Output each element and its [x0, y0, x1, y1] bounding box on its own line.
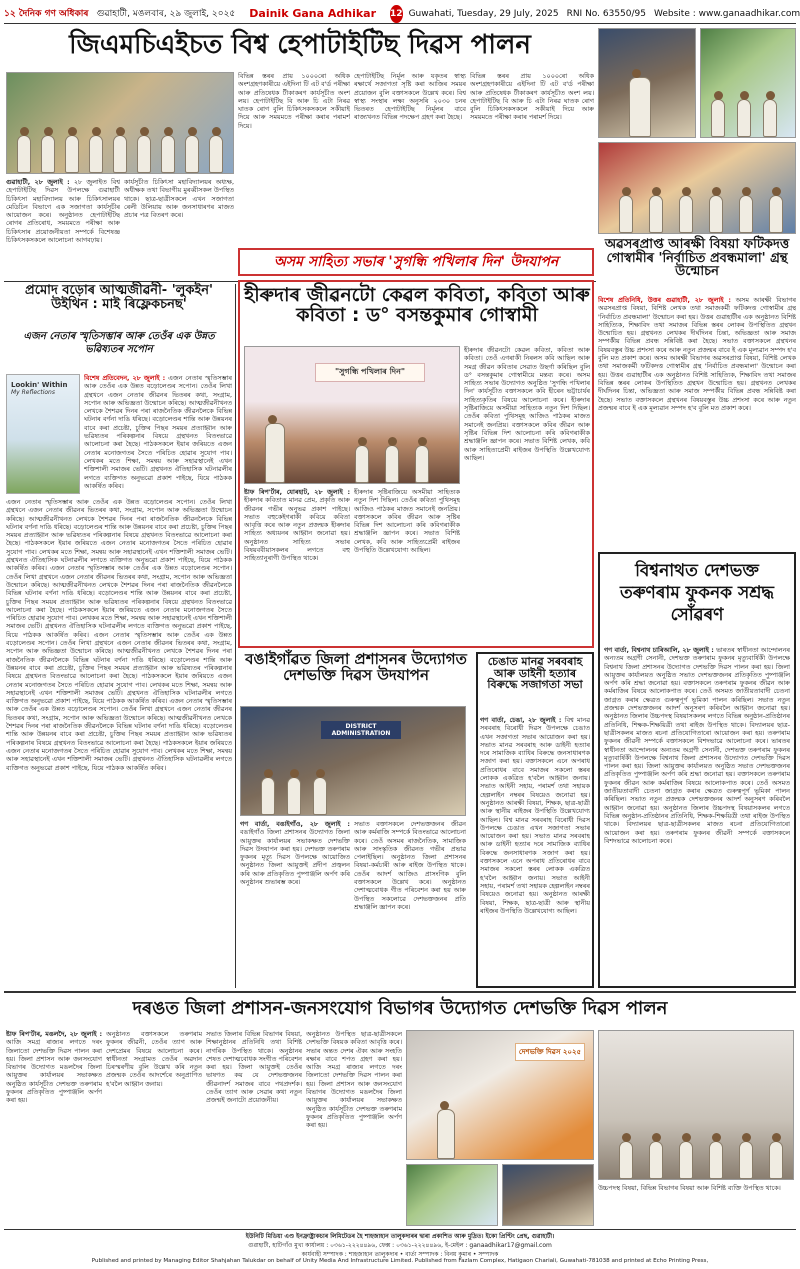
story8-body-b: অনুষ্ঠানত বক্তাসকলে তৰুণৰাম ফুকনৰ জীৱনী, তেওঁৰ ত্যাগ আৰু দেশপ্ৰেমৰ বিষয়ে আলোচনা কৰে। স্বাধীনতা সংগ্ৰামত তেওঁৰ অৱদান চিৰস্মৰণীয় বুলি উল্লেখ কৰি নতুন প্ৰজন্মক তেওঁৰ আদৰ্শেৰে অনুপ্ৰাণিত হ'বলৈ আহ্বান জনায়।	[106, 1030, 202, 1088]
story1-body-c2: বিভিন্ন স্তৰৰ প্ৰায় ১০০০ৰো অধিক অংশগ্ৰহণকাৰীয়ে এইদিনা টি এট ব'ৰ্ড পৰীক্ষা আৰু প্ৰতিষেধক টীকাকৰণ কাৰ্যসূচীত অংশ লয়। হেপাটাইটিছ বি আৰু চি এটা নিৰৱ ঘাতক ৰোগ বুলি চিকিৎসকসকলে সকীয়াই দিয়ে আৰু সময়মতে পৰীক্ষা কৰাৰ পৰামৰ্শ দিয়ে।	[470, 72, 594, 122]
story1-body-d: কাৰ্যসূচীত চিকিৎসা মহাবিদ্যালয়ৰ অধ্যক্ষ, অধীক্ষক তথা বিভাগীয় মুৰব্বীসকল উপস্থিত থাকে। ছাত্ৰ-ছাত্ৰীসকলে এখন সজাগতা ৰেলী উলিয়ায় আৰু জনসাধাৰণৰ মাজত প্ৰচাৰ পত্ৰ বিতৰণ কৰে।	[124, 178, 234, 220]
footer-line1: ইউনিটি মিডিয়া এণ্ড ইনফ্ৰাষ্ট্ৰাকচাৰ লিমিটেডৰ হৈ শাহজাহান তালুকদাৰৰ দ্বাৰা প্ৰকাশিত আৰু মুদ্ৰিত। ইকো প্ৰিণ্টিং প্ৰেছ, গুৱাহাটী।	[245, 1233, 555, 1240]
story6-body-c: তেওঁৰ আদৰ্শ আজিও প্ৰাসংগিক বুলি বক্তাসকলে উল্লেখ কৰে। অনুষ্ঠানত দেশাত্মবোধক গীত পৰিবেশন কৰা হয় আৰু উপস্থিত সকলোৱে দেশভক্তজনৰ প্ৰতি শ্ৰদ্ধাঞ্জলি জ্ঞাপন কৰে।	[354, 869, 466, 911]
date-english: Guwahati, Tuesday, 29 July, 2025	[408, 8, 559, 19]
story8-photo-small1	[406, 1164, 498, 1226]
story8-photo-banner: দেশভক্তি দিৱস ২০২৫	[515, 1043, 585, 1061]
website: Website : www.ganaadhikar.com	[653, 8, 800, 19]
story2-body: অসম আৰক্ষী বিভাগৰ অৱসৰপ্ৰাপ্ত বিষয়া, বিশিষ্ট লেখক তথা সমাজকৰ্মী ফটিকদত্ত গোস্বামীৰ গ্ৰন্থ 'নিৰ্বাচিত প্ৰবন্ধমালা' উন্মোচন কৰা হয়। উত্তৰ গুৱাহাটীৰ এক অনুষ্ঠানত বিশিষ্ট সাহিত্যিক, শিক্ষাবিদ তথা সমাজৰ বিভিন্ন স্তৰৰ লোকৰ উপস্থিতিত গ্ৰন্থখন উন্মোচিত হয়। গ্ৰন্থখনত লেখকৰ দীৰ্ঘদিনৰ চিন্তা, অভিজ্ঞতা আৰু সমাজ সম্পৰ্কীয় বিভিন্ন প্ৰবন্ধ সন্নিবিষ্ট কৰা হৈছে। সভাত বক্তাসকলে গ্ৰন্থখনৰ বিষয়বস্তুৰ উচ্চ প্ৰশংসা কৰে আৰু নতুন প্ৰজন্মৰ বাবে ই এক মূল্যৱান সম্পদ হ'ব বুলি মত প্ৰকাশ কৰে।	[598, 296, 796, 363]
story3-headline: প্ৰমোদ বড়োৰ আত্মজীৱনী- 'লুকইন' উইথিন : মাই ৰিফ্লেকচনছ'	[25, 283, 213, 312]
story8-photo-caption: উচ্চপদস্থ বিষয়া, বিভিন্ন বিভাগৰ বিষয়া আৰু বিশিষ্ট ব্যক্তি উপস্থিত থাকে।	[598, 1184, 781, 1192]
story6-text-a	[240, 820, 350, 988]
story8-body-a: আজি সমগ্ৰ ৰাজ্যৰ লগতে দৰং জিলাতো দেশভক্তি দিৱস পালন কৰা হয়। জিলা প্ৰশাসন আৰু জনসংযোগ বিভাগৰ উদ্যোগত মঙলদৈৰ জিলা আয়ুক্তৰ কাৰ্যালয়ৰ সভাকক্ষত অনুষ্ঠিত কাৰ্যসূচীত দেশভক্ত তৰুণৰাম ফুকনৰ প্ৰতিকৃতিত পুষ্পাঞ্জলি অৰ্পণ কৰা হয়।	[6, 1038, 102, 1105]
story1-dateline: গুৱাহাটী, ২৮ জুলাই :	[6, 178, 70, 186]
story2-photo-right	[700, 28, 796, 138]
story2-dateline: বিশেষ প্ৰতিনিধি, উত্তৰ গুৱাহাটী, ২৮ জুলাই :	[598, 296, 731, 304]
story1-photo	[6, 72, 234, 174]
story5-body: ভাৰতৰ স্বাধীনতা আন্দোলনৰ অন্যতম অগ্ৰণী সেনানী, দেশভক্ত তৰুণৰাম ফুকনৰ মৃত্যুবাৰ্ষিকী উপলক্ষে বিশ্বনাথ জিলা প্ৰশাসনৰ উদ্যোগত দেশভক্তি দিৱস পালন কৰা হয়। জিলা আয়ুক্তৰ কাৰ্যালয়ত অনুষ্ঠিত সভাত দেশভক্তজনৰ প্ৰতিকৃতিত পুষ্পাঞ্জলি অৰ্পণ কৰি শ্ৰদ্ধা জনোৱা হয়। বক্তাসকলে তৰুণৰাম ফুকনৰ জীৱন আৰু কৰ্মৰাজিৰ বিষয়ে আলোকপাত কৰে। তেওঁ অসমত জাতীয়তাবাদী চেতনা জাগ্ৰত কৰাৰ ক্ষেত্ৰত গুৰুত্বপূৰ্ণ ভূমিকা পালন কৰিছিল। সভাত নতুন প্ৰজন্মক দেশভক্তজনৰ আদৰ্শ অনুসৰণ কৰিবলৈ আহ্বান জনোৱা হয়। অনুষ্ঠানত জিলাৰ উচ্চপদস্থ বিষয়াসকলৰ লগতে বিভিন্ন অনুষ্ঠান-প্ৰতিষ্ঠানৰ প্ৰতিনিধি, শিক্ষক-শিক্ষয়িত্ৰী তথা ৰাইজ উপস্থিত থাকে। বিদ্যালয়ৰ ছাত্ৰ-ছাত্ৰীসকলৰ মাজত ৰচনা প্ৰতিযোগিতাৰো আয়োজন কৰা হয়। তৰুণৰাম ফুকনৰ জীৱনী সম্পৰ্কে বক্তাসকলে বিশদভাৱে আলোচনা কৰে।	[604, 646, 790, 746]
story8-body-a2: আজি সমগ্ৰ ৰাজ্যৰ লগতে দৰং জিলাতো দেশভক্তি দিৱস পালন কৰা হয়। জিলা প্ৰশাসন আৰু জনসংযোগ বিভাগৰ উদ্যোগত মঙলদৈৰ জিলা আয়ুক্তৰ কাৰ্যালয়ৰ সভাকক্ষত অনুষ্ঠিত কাৰ্যসূচীত দেশভক্ত তৰুণৰাম ফুকনৰ প্ৰতিকৃতিত পুষ্পাঞ্জলি অৰ্পণ কৰা হয়।	[306, 1063, 402, 1130]
footer-line3: কাৰ্যবাহী সম্পাদক : শাহজাহান তালুকদাৰ • বাৰ্তা সম্পাদক : বিনয় কুমাৰ • সম্পাদক	[301, 1251, 499, 1258]
story3-body-2: এজন নেতাৰ স্মৃতিসম্ভাৰ আৰু তেওঁৰ এক উন্নত বড়োলেণ্ডৰ সপোন। তেওঁৰ লিখা গ্ৰন্থখনে এজন নেতাৰ জীৱনৰ ভিতৰৰ কথা, সংগ্ৰাম, সপোন আৰু অভিজ্ঞতা উন্মোচন কৰিছে। আত্মজীৱনীখনত লেখকে শৈশৱৰ দিনৰ পৰা ৰাজনৈতিক জীৱনলৈকে বিভিন্ন ঘটনাৰ বৰ্ণনা দাঙি ধৰিছে। বড়োলেণ্ডৰ শান্তি আৰু উন্নয়নৰ বাবে কৰা প্ৰচেষ্টা, চুক্তিৰ পিছৰ সময়ৰ প্ৰত্যাহ্বান আৰু ভৱিষ্যতৰ পৰিকল্পনাৰ বিষয়ে গ্ৰন্থখনত বিতংভাৱে আলোচনা কৰা হৈছে। পাঠকসকলে ইয়াৰ জৰিয়তে এজন নেতাৰ মনোজগতৰ সৈতে পৰিচিত হোৱাৰ সুযোগ পাব। লেখকৰ মতে শিক্ষা, সমন্বয় আৰু সহাৱস্থানেই এখন শক্তিশালী সমাজৰ ভেটি। গ্ৰন্থখনত ঐতিহাসিক ঘটনাৱলীৰ লগতে ব্যক্তিগত অনুভৱো প্ৰকাশ পাইছে, যিয়ে পাঠকক আকৰ্ষিত কৰিব।	[6, 498, 232, 573]
story4-body-b2: হীৰুদাৰ সৃষ্টিৰাজিয়ে অসমীয়া সাহিত্যক নতুন দিশ দিছিল। তেওঁৰ কবিতা পুথিসমূহ আজিও পাঠকৰ মাজত সমানেই জনপ্ৰিয়। বক্তাসকলে কবিৰ জীৱন আৰু সৃষ্টিৰ বিভিন্ন দিশ আলোচনা কৰি কবিগৰাকীক শ্ৰদ্ধাঞ্জলি জ্ঞাপন কৰে। সভাত বিশিষ্ট লেখক, কবি আৰু সাহিত্যপ্ৰেমী ৰাইজৰ উপস্থিতি উল্লেখযোগ্য আছিল।	[354, 488, 460, 555]
story6-text-b	[354, 820, 466, 988]
story8-col4	[306, 1030, 402, 1226]
story4-body-b: হীৰুদাৰ কবিতাত মানৱ প্ৰেম, প্ৰকৃতি আৰু জীৱনৰ গভীৰ অনুভৱ প্ৰকাশ পাইছে। সভাত বহুকেইগৰাকী কবিয়ে কবিতা আবৃত্তি কৰে আৰু নতুন প্ৰজন্মক হীৰুদাৰ সাহিত্য অধ্যয়নৰ আহ্বান জনোৱা হয়। অনুষ্ঠানত সাহিত্য সভাৰ বিষয়ববীয়াসকলৰ লগতে বহু সাহিত্যানুৰাগী উপস্থিত থাকে।	[244, 496, 350, 563]
book-title: Lookin' Within	[11, 381, 68, 389]
story6-dateline: গণ বাৰ্তা, বঙাইগাঁও, ২৮ জুলাই :	[240, 820, 350, 828]
story6-headline: বঙাইগাঁৱত জিলা প্ৰশাসনৰ উদ্যোগত দেশভক্তি দিৱস উদযাপন	[245, 650, 467, 684]
story8-headline: দৰঙত জিলা প্ৰশাসন-জনসংযোগ বিভাগৰ উদ্যোগত দেশভক্তি দিৱস পালন	[132, 998, 668, 1019]
story2-photo-left	[598, 28, 696, 138]
story8-dateline: ষ্টাফ ৰিপ'ৰ্টাৰ, মঙলদৈ, ২৮ জুলাই :	[6, 1030, 102, 1038]
story4-body-a: হীৰুদাৰ জীৱনটো কেৱল কবিতা, কবিতা আৰু কবিতা। তেওঁ এগৰাকী নিৰলস কবি আছিল আৰু সমগ্ৰ জীৱন কবিতাৰ সেৱাত উছৰ্গা কৰিছিল বুলি ড° বসন্তকুমাৰ গোস্বামীয়ে মন্তব্য কৰে। অসম সাহিত্য সভাৰ উদ্যোগত অনুষ্ঠিত 'সুগন্ধি পখিলাৰ দিন' কাৰ্যসূচীত বক্তাসকলে কবি হীৰেন ভট্টাচাৰ্যৰ সাহিত্যকৃতিৰ বিষয়ে আলোচনা কৰে।	[464, 346, 590, 404]
story1-body-b: বিভিন্ন স্তৰৰ প্ৰায় ১০০০ৰো অধিক অংশগ্ৰহণকাৰীয়ে এইদিনা টি এট ব'ৰ্ড পৰীক্ষা আৰু প্ৰতিষেধক টীকাকৰণ কাৰ্যসূচীত অংশ লয়। হেপাটাইটিছ বি আৰু চি এটা নিৰৱ ঘাতক ৰোগ বুলি চিকিৎসকসকলে সকীয়াই দিয়ে আৰু সময়মতে পৰীক্ষা কৰাৰ পৰামৰ্শ দিয়ে।	[238, 72, 350, 130]
story7-body: বিশ্ব মানৱ সৰবৰাহ বিৰোধী দিৱস উপলক্ষে চেঙাত এখন সজাগতা সভাৰ আয়োজন কৰা হয়। সভাত মানৱ সৰবৰাহ আৰু ডাইনী হত্যাৰ দৰে সামাজিক ব্যাধিৰ বিৰুদ্ধে জনসাধাৰণক সজাগ কৰা হয়। বক্তাসকলে এনে অপৰাধ প্ৰতিৰোধৰ বাবে সমাজৰ সকলো স্তৰৰ লোকক একত্ৰিত হ'বলৈ আহ্বান জনায়। সভাত আইনী সহায়, পৰামৰ্শ তথা সহায়ক হেল্পলাইন নম্বৰৰ বিষয়েও জনোৱা হয়। অনুষ্ঠানত আৰক্ষী বিষয়া, শিক্ষক, ছাত্ৰ-ছাত্ৰী আৰু স্থানীয় ৰাইজৰ উপস্থিতি উল্লেখযোগ্য আছিল।	[480, 716, 590, 824]
story4-text-b	[244, 488, 350, 642]
story8-photo-right	[598, 1030, 794, 1180]
story6-photo-sign: DISTRICT ADMINISTRATION	[321, 721, 401, 739]
story2-headline: অৱসৰপ্ৰাপ্ত আৰক্ষী বিষয়া ফটিকদত্ত গোস্বামীৰ 'নিৰ্বাচিত প্ৰবন্ধমালা' গ্ৰন্থ উন্মোচন	[604, 237, 790, 280]
story5-body-2: ভাৰতৰ স্বাধীনতা আন্দোলনৰ অন্যতম অগ্ৰণী সেনানী, দেশভক্ত তৰুণৰাম ফুকনৰ মৃত্যুবাৰ্ষিকী উপলক্ষে বিশ্বনাথ জিলা প্ৰশাসনৰ উদ্যোগত দেশভক্তি দিৱস পালন কৰা হয়। জিলা আয়ুক্তৰ কাৰ্যালয়ত অনুষ্ঠিত সভাত দেশভক্তজনৰ প্ৰতিকৃতিত পুষ্পাঞ্জলি অৰ্পণ কৰি শ্ৰদ্ধা জনোৱা হয়। বক্তাসকলে তৰুণৰাম ফুকনৰ জীৱন আৰু কৰ্মৰাজিৰ বিষয়ে আলোকপাত কৰে। তেওঁ অসমত জাতীয়তাবাদী চেতনা জাগ্ৰত কৰাৰ ক্ষেত্ৰত গুৰুত্বপূৰ্ণ ভূমিকা পালন কৰিছিল। সভাত নতুন প্ৰজন্মক দেশভক্তজনৰ আদৰ্শ অনুসৰণ কৰিবলৈ আহ্বান জনোৱা হয়। অনুষ্ঠানত জিলাৰ উচ্চপদস্থ বিষয়াসকলৰ লগতে বিভিন্ন অনুষ্ঠান-প্ৰতিষ্ঠানৰ প্ৰতিনিধি, শিক্ষক-শিক্ষয়িত্ৰী তথা ৰাইজ উপস্থিত থাকে। বিদ্যালয়ৰ ছাত্ৰ-ছাত্ৰীসকলৰ মাজত ৰচনা প্ৰতিযোগিতাৰো আয়োজন কৰা হয়। তৰুণৰাম ফুকনৰ জীৱনী সম্পৰ্কে বক্তাসকলে বিশদভাৱে আলোচনা কৰে।	[604, 737, 790, 845]
brand-name: Dainik Gana Adhikar	[249, 7, 377, 20]
story4-text-a	[464, 346, 590, 642]
story7-body-2: বিশ্ব মানৱ সৰবৰাহ বিৰোধী দিৱস উপলক্ষে চেঙাত এখন সজাগতা সভাৰ আয়োজন কৰা হয়। সভাত মানৱ সৰবৰাহ আৰু ডাইনী হত্যাৰ দৰে সামাজিক ব্যাধিৰ বিৰুদ্ধে জনসাধাৰণক সজাগ কৰা হয়। বক্তাসকলে এনে অপৰাধ প্ৰতিৰোধৰ বাবে সমাজৰ সকলো স্তৰৰ লোকক একত্ৰিত হ'বলৈ আহ্বান জনায়। সভাত আইনী সহায়, পৰামৰ্শ তথা সহায়ক হেল্পলাইন নম্বৰৰ বিষয়েও জনোৱা হয়। অনুষ্ঠানত আৰক্ষী বিষয়া, শিক্ষক, ছাত্ৰ-ছাত্ৰী আৰু স্থানীয় ৰাইজৰ উপস্থিতি উল্লেখযোগ্য আছিল।	[480, 815, 590, 915]
story7-headline: চেঙাত মানৱ সৰবৰাহ আৰু ডাইনী হত্যাৰ বিৰুদ্ধে সজাগতা সভা	[487, 655, 583, 692]
sahitya-sabha-banner: অসম সাহিত্য সভাৰ 'সুগন্ধি পখিলাৰ দিন' উদযাপন	[238, 248, 594, 276]
story4-headline: হীৰুদাৰ জীৱনটো কেৱল কবিতা, কবিতা আৰু কবিতা : ড° বসন্তকুমাৰ গোস্বামী	[244, 284, 590, 326]
footer-line2: গুৱাহাটী, হাটিগাঁও মুখ্য কাৰ্যালয় : ০৩৬১-২২২৪৪৯৬, ফেক্স : ০৩৬১-২২২৪৪৯৬, ই-মেইল : ganaadhikar17@gmail.com	[248, 1242, 552, 1249]
story3-body: এজন নেতাৰ স্মৃতিসম্ভাৰ আৰু তেওঁৰ এক উন্নত বড়োলেণ্ডৰ সপোন। তেওঁৰ লিখা গ্ৰন্থখনে এজন নেতাৰ জীৱনৰ ভিতৰৰ কথা, সংগ্ৰাম, সপোন আৰু অভিজ্ঞতা উন্মোচন কৰিছে। আত্মজীৱনীখনত লেখকে শৈশৱৰ দিনৰ পৰা ৰাজনৈতিক জীৱনলৈকে বিভিন্ন ঘটনাৰ বৰ্ণনা দাঙি ধৰিছে। বড়োলেণ্ডৰ শান্তি আৰু উন্নয়নৰ বাবে কৰা প্ৰচেষ্টা, চুক্তিৰ পিছৰ সময়ৰ প্ৰত্যাহ্বান আৰু ভৱিষ্যতৰ পৰিকল্পনাৰ বিষয়ে গ্ৰন্থখনত বিতংভাৱে আলোচনা কৰা হৈছে। পাঠকসকলে ইয়াৰ জৰিয়তে এজন নেতাৰ মনোজগতৰ সৈতে পৰিচিত হোৱাৰ সুযোগ পাব। লেখকৰ মতে শিক্ষা, সমন্বয় আৰু সহাৱস্থানেই এখন শক্তিশালী সমাজৰ ভেটি। গ্ৰন্থখনত ঐতিহাসিক ঘটনাৱলীৰ লগতে ব্যক্তিগত অনুভৱো প্ৰকাশ পাইছে, যিয়ে পাঠকক আকৰ্ষিত কৰিব।	[84, 374, 232, 490]
story1-text-d	[124, 178, 234, 278]
story6-body-a: বঙাইগাঁও জিলা প্ৰশাসনৰ উদ্যোগত জিলা আয়ুক্তৰ কাৰ্যালয়ৰ সভাকক্ষত দেশভক্তি দিৱস উদযাপন কৰা হয়। দেশভক্ত তৰুণৰাম ফুকনৰ মৃত্যু দিৱস উপলক্ষে আয়োজিত অনুষ্ঠানত জিলা আয়ুক্তই প্ৰদীপ প্ৰজ্বলন কৰি আৰু প্ৰতিকৃতিত পুষ্পাঞ্জলি অৰ্পণ কৰি অনুষ্ঠানৰ শুভাৰম্ভ কৰে।	[240, 828, 350, 887]
story1-text-a	[6, 178, 120, 278]
story8-col1	[6, 1030, 102, 1226]
story3-body-3: এজন নেতাৰ স্মৃতিসম্ভাৰ আৰু তেওঁৰ এক উন্নত বড়োলেণ্ডৰ সপোন। তেওঁৰ লিখা গ্ৰন্থখনে এজন নেতাৰ জীৱনৰ ভিতৰৰ কথা, সংগ্ৰাম, সপোন আৰু অভিজ্ঞতা উন্মোচন কৰিছে। আত্মজীৱনীখনত লেখকে শৈশৱৰ দিনৰ পৰা ৰাজনৈতিক জীৱনলৈকে বিভিন্ন ঘটনাৰ বৰ্ণনা দাঙি ধৰিছে। বড়োলেণ্ডৰ শান্তি আৰু উন্নয়নৰ বাবে কৰা প্ৰচেষ্টা, চুক্তিৰ পিছৰ সময়ৰ প্ৰত্যাহ্বান আৰু ভৱিষ্যতৰ পৰিকল্পনাৰ বিষয়ে গ্ৰন্থখনত বিতংভাৱে আলোচনা কৰা হৈছে। পাঠকসকলে ইয়াৰ জৰিয়তে এজন নেতাৰ মনোজগতৰ সৈতে পৰিচিত হোৱাৰ সুযোগ পাব। লেখকৰ মতে শিক্ষা, সমন্বয় আৰু সহাৱস্থানেই এখন শক্তিশালী সমাজৰ ভেটি। গ্ৰন্থখনত ঐতিহাসিক ঘটনাৱলীৰ লগতে ব্যক্তিগত অনুভৱো প্ৰকাশ পাইছে, যিয়ে পাঠকক আকৰ্ষিত কৰিব।	[6, 564, 232, 639]
story3-subhead: এজন নেতাৰ স্মৃতিসম্ভাৰ আৰু তেওঁৰ এক উন্নত ভৱিষ্যতৰ সপোন	[23, 331, 215, 355]
page-number-badge: 12	[390, 5, 403, 23]
story3-dateline: বিশেষ প্ৰতিবেদন, ২৮ জুলাই :	[84, 374, 166, 382]
story7-dateline: গণ বাৰ্তা, চেঙা, ২৮ জুলাই :	[480, 716, 562, 724]
story2-photo-bottom	[598, 142, 796, 234]
story3-body-4: এজন নেতাৰ স্মৃতিসম্ভাৰ আৰু তেওঁৰ এক উন্নত বড়োলেণ্ডৰ সপোন। তেওঁৰ লিখা গ্ৰন্থখনে এজন নেতাৰ জীৱনৰ ভিতৰৰ কথা, সংগ্ৰাম, সপোন আৰু অভিজ্ঞতা উন্মোচন কৰিছে। আত্মজীৱনীখনত লেখকে শৈশৱৰ দিনৰ পৰা ৰাজনৈতিক জীৱনলৈকে বিভিন্ন ঘটনাৰ বৰ্ণনা দাঙি ধৰিছে। বড়োলেণ্ডৰ শান্তি আৰু উন্নয়নৰ বাবে কৰা প্ৰচেষ্টা, চুক্তিৰ পিছৰ সময়ৰ প্ৰত্যাহ্বান আৰু ভৱিষ্যতৰ পৰিকল্পনাৰ বিষয়ে গ্ৰন্থখনত বিতংভাৱে আলোচনা কৰা হৈছে। পাঠকসকলে ইয়াৰ জৰিয়তে এজন নেতাৰ মনোজগতৰ সৈতে পৰিচিত হোৱাৰ সুযোগ পাব। লেখকৰ মতে শিক্ষা, সমন্বয় আৰু সহাৱস্থানেই এখন শক্তিশালী সমাজৰ ভেটি। গ্ৰন্থখনত ঐতিহাসিক ঘটনাৱলীৰ লগতে ব্যক্তিগত অনুভৱো প্ৰকাশ পাইছে, যিয়ে পাঠকক আকৰ্ষিত কৰিব।	[6, 630, 232, 706]
date-assamese: গুৱাহাটী, মঙলবাৰ, ২৯ জুলাই, ২০২৫	[96, 9, 236, 19]
book-cover	[6, 374, 80, 494]
story3-body-5: এজন নেতাৰ স্মৃতিসম্ভাৰ আৰু তেওঁৰ এক উন্নত বড়োলেণ্ডৰ সপোন। তেওঁৰ লিখা গ্ৰন্থখনে এজন নেতাৰ জীৱনৰ ভিতৰৰ কথা, সংগ্ৰাম, সপোন আৰু অভিজ্ঞতা উন্মোচন কৰিছে। আত্মজীৱনীখনত লেখকে শৈশৱৰ দিনৰ পৰা ৰাজনৈতিক জীৱনলৈকে বিভিন্ন ঘটনাৰ বৰ্ণনা দাঙি ধৰিছে। বড়োলেণ্ডৰ শান্তি আৰু উন্নয়নৰ বাবে কৰা প্ৰচেষ্টা, চুক্তিৰ পিছৰ সময়ৰ প্ৰত্যাহ্বান আৰু ভৱিষ্যতৰ পৰিকল্পনাৰ বিষয়ে গ্ৰন্থখনত বিতংভাৱে আলোচনা কৰা হৈছে। পাঠকসকলে ইয়াৰ জৰিয়তে এজন নেতাৰ মনোজগতৰ সৈতে পৰিচিত হোৱাৰ সুযোগ পাব। লেখকৰ মতে শিক্ষা, সমন্বয় আৰু সহাৱস্থানেই এখন শক্তিশালী সমাজৰ ভেটি। গ্ৰন্থখনত ঐতিহাসিক ঘটনাৱলীৰ লগতে ব্যক্তিগত অনুভৱো প্ৰকাশ পাইছে, যিয়ে পাঠকক আকৰ্ষিত কৰিব।	[6, 697, 232, 772]
story8-body-e: অনুষ্ঠানত উপস্থিত ছাত্ৰ-ছাত্ৰীসকলে দেশভক্তি বিষয়ক কবিতা আবৃত্তি কৰে। সভাৰ অন্তত দেশৰ ঐক্য আৰু সংহতি ৰক্ষাৰ বাবে শপত গ্ৰহণ কৰা হয়।	[306, 1030, 402, 1063]
footer-line4: Published and printed by Managing Editor Shahjahan Talukdar on behalf of Unity Media And Infrastructure Limited. Published from Fazlam Complex, Hatigaon Chariali, Guwahati-781038 and printed at Echo Printing Press,	[91, 1258, 709, 1264]
story1-body-c: হেপাটাইটিছ নিৰ্মূল আৰু যকৃতৰ স্বাস্থ্য ৰক্ষাৰ্থে সজাগতা সৃষ্টি কৰা আজিৰ সময়ৰ প্ৰয়োজন বুলি বক্তাসকলে উল্লেখ কৰে। বিশ্ব স্বাস্থ্য সংস্থাৰ লক্ষ্য অনুসৰি ২০৩০ চনৰ ভিতৰত হেপাটাইটিছ নিৰ্মূলৰ বাবে ৰাজ্যখনত বিভিন্ন পদক্ষেপ গ্ৰহণ কৰা হৈছে।	[354, 72, 466, 122]
story4-dateline: ষ্টাফ ৰিপ'ৰ্টাৰ, যোৰহাট, ২৮ জুলাই :	[244, 488, 350, 496]
story8-photo-top	[406, 1030, 594, 1160]
story8-col2	[106, 1030, 202, 1226]
story8-body-d: জিলা আয়ুক্তই তেওঁৰ ভাষণত কয় যে দেশভক্তজনৰ জীৱনাদৰ্শ সমাজৰ বাবে পথপ্ৰদৰ্শক। তেওঁৰ ত্যাগ আৰু সেৱাৰ কথা নতুন প্ৰজন্মই জনাটো প্ৰয়োজনীয়।	[206, 1063, 302, 1105]
story5-text	[604, 646, 790, 982]
story8-photo-small2	[502, 1164, 594, 1226]
rni-number: RNI No. 63550/95	[566, 8, 646, 19]
book-subtitle: My Reflections	[11, 389, 55, 396]
story6-photo	[240, 706, 466, 816]
story8-body-c: সভাত জিলাৰ বিভিন্ন বিভাগৰ বিষয়া, শিক্ষানুষ্ঠানৰ প্ৰতিনিধি তথা বিশিষ্ট নাগৰিক উপস্থিত থাকে। অনুষ্ঠানৰ শেষত দেশাত্মবোধক সংগীত পৰিবেশন কৰা হয়।	[206, 1030, 302, 1072]
page-label: ১২ দৈনিক গণ অধিকাৰ	[4, 9, 89, 19]
story4-body-c: হীৰুদাৰ সৃষ্টিৰাজিয়ে অসমীয়া সাহিত্যক নতুন দিশ দিছিল। তেওঁৰ কবিতা পুথিসমূহ আজিও পাঠকৰ মাজত সমানেই জনপ্ৰিয়। বক্তাসকলে কবিৰ জীৱন আৰু সৃষ্টিৰ বিভিন্ন দিশ আলোচনা কৰি কবিগৰাকীক শ্ৰদ্ধাঞ্জলি জ্ঞাপন কৰে। সভাত বিশিষ্ট লেখক, কবি আৰু সাহিত্যপ্ৰেমী ৰাইজৰ উপস্থিতি উল্লেখযোগ্য আছিল।	[464, 395, 590, 462]
divider-col	[235, 284, 236, 988]
story1-body-a: ২৮ জুলাইত বিশ্ব হেপাটাইটিছ দিৱস উপলক্ষে গুৱাহাটী চিকিৎসা মহাবিদ্যালয় আৰু চিকিৎসালয়ৰ মেডিচিন বিভাগে এক সজাগতা কাৰ্যসূচীৰ আয়োজন কৰে। অনুষ্ঠানত হেপাটাইটিছ ৰোগৰ প্ৰতিৰোধ, সময়মতে পৰীক্ষা আৰু চিকিৎসাৰ প্ৰয়োজনীয়তা সম্পৰ্কে বিশেষজ্ঞ চিকিৎসকসকলে আলোচনা আগবঢ়ায়।	[6, 178, 120, 245]
story4-text-b2	[354, 488, 460, 642]
divider-footer	[4, 1229, 796, 1230]
masthead	[4, 4, 800, 24]
divider-bottom	[4, 991, 796, 993]
story3-text-cont	[6, 498, 232, 988]
story8-col3	[206, 1030, 302, 1226]
story1-headline: জিএমচিএইচত বিশ্ব হেপাটাইটিছ দিৱস পালন	[69, 30, 531, 60]
story6-body-b: সভাত বক্তাসকলে দেশভক্তজনৰ জীৱন আৰু কৰ্মৰাজি সম্পৰ্কে বিতংভাৱে আলোচনা কৰে। তেওঁ অসমৰ ৰাজনৈতিক, সামাজিক আৰু সাংস্কৃতিক জীৱনত গভীৰ প্ৰভাৱ পেলাইছিল। অনুষ্ঠানত জিলা প্ৰশাসনৰ বিষয়া-কৰ্মচাৰী আৰু ৰাইজ উপস্থিত থাকে।	[354, 820, 466, 870]
story2-text	[598, 296, 796, 548]
story4-photo-banner: "সুগন্ধি পখিলাৰ দিন"	[315, 363, 425, 382]
story4-photo	[244, 346, 460, 484]
story2-body-repeat: অসম আৰক্ষী বিভাগৰ অৱসৰপ্ৰাপ্ত বিষয়া, বিশিষ্ট লেখক তথা সমাজকৰ্মী ফটিকদত্ত গোস্বামীৰ গ্ৰন্থ 'নিৰ্বাচিত প্ৰবন্ধমালা' উন্মোচন কৰা হয়। উত্তৰ গুৱাহাটীৰ এক অনুষ্ঠানত বিশিষ্ট সাহিত্যিক, শিক্ষাবিদ তথা সমাজৰ বিভিন্ন স্তৰৰ লোকৰ উপস্থিতিত গ্ৰন্থখন উন্মোচিত হয়। গ্ৰন্থখনত লেখকৰ দীৰ্ঘদিনৰ চিন্তা, অভিজ্ঞতা আৰু সমাজ সম্পৰ্কীয় বিভিন্ন প্ৰবন্ধ সন্নিবিষ্ট কৰা হৈছে। সভাত বক্তাসকলে গ্ৰন্থখনৰ বিষয়বস্তুৰ উচ্চ প্ৰশংসা কৰে আৰু নতুন প্ৰজন্মৰ বাবে ই এক মূল্যৱান সম্পদ হ'ব বুলি মত প্ৰকাশ কৰে।	[598, 354, 796, 412]
story7-text	[480, 716, 590, 982]
story3-text	[84, 374, 232, 494]
story5-headline: বিশ্বনাথত দেশভক্ত তৰুণৰাম ফুকনক সশ্ৰদ্ধ সোঁৱৰণ	[619, 561, 775, 626]
story5-dateline: গণ বাৰ্তা, বিশ্বনাথ চাৰিআলি, ২৮ জুলাই :	[604, 646, 714, 654]
